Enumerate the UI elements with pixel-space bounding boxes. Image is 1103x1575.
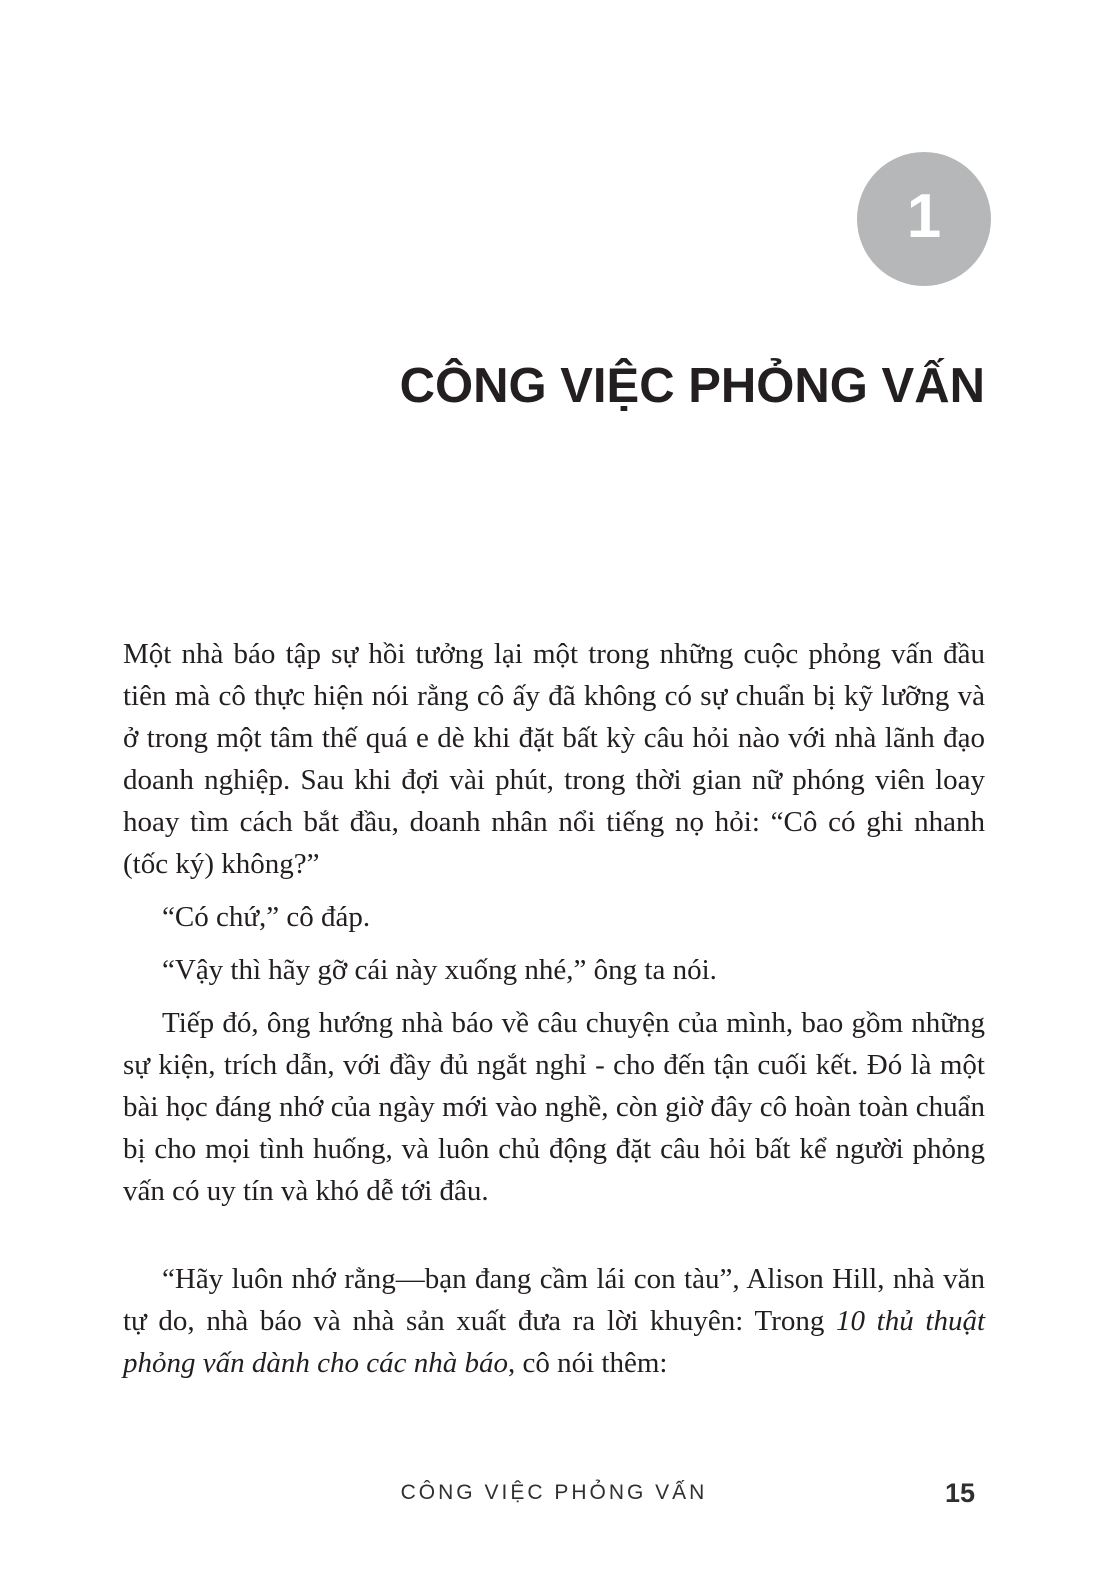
text-segment: , cô nói thêm: <box>508 1347 668 1379</box>
paragraph <box>123 633 985 885</box>
chapter-number-badge <box>857 152 991 286</box>
chapter-number: 1 <box>906 182 942 251</box>
paragraph <box>123 1258 985 1384</box>
text-segment: Tiếp đó, ông hướng nhà báo về câu chuyện của mình, bao gồm những sự kiện, trích dẫn, với đầy đủ ngắt nghỉ - cho đến tận cuối kết. Đó là một bài học đáng nhớ của ngày mới vào nghề, còn giờ đây cô hoàn toàn chuẩn bị cho mọi tình huống, và luôn chủ động đặt câu hỏi bất kể người phỏng vấn có uy tín và khó dễ tới đâu. <box>123 1007 985 1207</box>
page-number: 15 <box>944 1478 975 1508</box>
paragraph <box>123 949 985 991</box>
text-segment: “Hãy luôn nhớ rằng—bạn đang cầm lái con tàu”, Alison Hill, nhà văn tự do, nhà báo và nhà sản xuất đưa ra lời khuyên: Trong <box>123 1263 985 1337</box>
paragraph <box>123 1002 985 1212</box>
text-segment: Một nhà báo tập sự hồi tưởng lại một trong những cuộc phỏng vấn đầu tiên mà cô thực hiện nói rằng cô ấy đã không có sự chuẩn bị kỹ lưỡng và ở trong một tâm thế quá e dè khi đặt bất kỳ câu hỏi nào với nhà lãnh đạo doanh nghiệp. Sau khi đợi vài phút, trong thời gian nữ phóng viên loay hoay tìm cách bắt đầu, doanh nhân nổi tiếng nọ hỏi: “Cô có ghi nhanh (tốc ký) không?” <box>123 638 985 880</box>
paragraph <box>123 896 985 938</box>
chapter-title: CÔNG VIỆC PHỎNG VẤN <box>399 359 985 413</box>
text-segment: “Có chứ,” cô đáp. <box>162 901 371 933</box>
text-segment: “Vậy thì hãy gỡ cái này xuống nhé,” ông ta nói. <box>162 954 717 986</box>
italic-text-segment: 10 thủ thuật phỏng vấn dành cho các nhà báo <box>123 1305 986 1379</box>
running-head: CÔNG VIỆC PHỎNG VẤN <box>400 1481 708 1504</box>
page-footer <box>123 1476 985 1510</box>
body-text <box>123 633 985 1384</box>
